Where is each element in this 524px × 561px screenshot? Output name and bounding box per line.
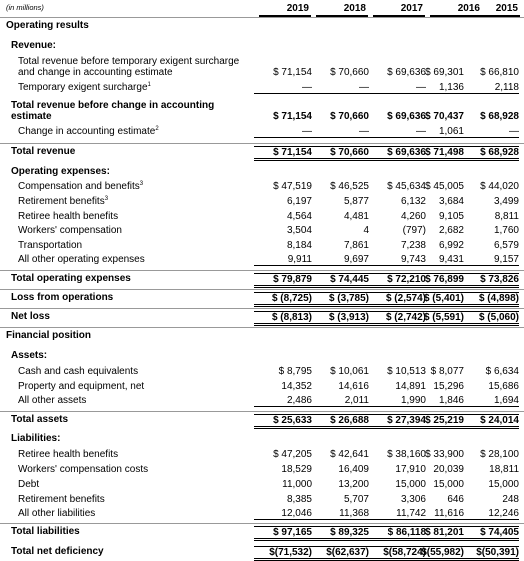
row-label-text: Property and equipment, net	[18, 381, 145, 392]
section-heading: Operating expenses:	[11, 166, 110, 177]
row-label	[18, 181, 143, 192]
row-label	[11, 546, 104, 557]
table-cell: 20,039	[433, 464, 464, 475]
table-cell: $ 69,301	[425, 67, 464, 78]
table-cell: $ (5,401)	[412, 292, 464, 307]
row-label-text: All other assets	[18, 395, 87, 406]
table-cell: 15,686	[488, 381, 519, 392]
table-cell: 18,811	[489, 464, 519, 475]
row-label	[11, 311, 50, 322]
table-cell: $ 71,498	[412, 146, 464, 161]
table-cell: 6,197	[286, 196, 312, 207]
table-cell: $ 97,165	[254, 526, 312, 541]
row-label-text: Retiree health benefits	[18, 449, 119, 460]
table-cell: 2,486	[254, 395, 312, 407]
row-label	[18, 126, 159, 137]
row-label	[18, 381, 144, 392]
table-cell: 2,118	[461, 82, 519, 94]
table-cell: 6,992	[438, 240, 464, 251]
row-label	[18, 494, 105, 505]
table-cell: 13,200	[338, 479, 369, 490]
row-label-text: Compensation and benefits	[18, 181, 140, 192]
row-label	[18, 82, 151, 93]
row-label	[11, 414, 68, 425]
row-divider	[0, 327, 524, 328]
table-cell: 646	[447, 494, 464, 505]
table-cell: $ 86,118	[368, 526, 426, 541]
section-heading: Revenue:	[11, 40, 57, 51]
row-divider	[0, 143, 524, 144]
table-cell: 9,697	[311, 254, 369, 266]
row-label	[18, 56, 239, 67]
row-label-text: Total operating expenses	[11, 273, 131, 284]
table-cell: $(55,982)	[412, 546, 464, 561]
table-cell: —	[368, 126, 426, 138]
table-cell: $ 6,634	[485, 366, 519, 377]
row-label-text: Debt	[18, 479, 40, 490]
table-cell: $ 89,325	[311, 526, 369, 541]
table-cell: 3,306	[400, 494, 426, 505]
row-label	[18, 449, 118, 460]
row-label	[11, 100, 214, 111]
table-cell: $ (2,742)	[368, 311, 426, 326]
table-cell: $ 69,636	[368, 146, 426, 161]
row-divider	[0, 308, 524, 309]
table-cell: $ 25,219	[412, 414, 464, 429]
table-cell: $ (3,785)	[311, 292, 369, 307]
table-cell: $ 26,688	[311, 414, 369, 429]
row-label-text: Retirement benefits	[18, 494, 105, 505]
row-label-text: All other operating expenses	[18, 254, 145, 265]
table-cell: $ 70,660	[330, 111, 369, 122]
row-label	[18, 225, 122, 236]
table-cell: $ 71,154	[273, 67, 312, 78]
table-cell: $ 8,795	[278, 366, 312, 377]
table-cell: 9,431	[412, 254, 464, 266]
row-divider	[0, 270, 524, 271]
table-cell: 11,616	[412, 508, 464, 520]
table-cell: 12,046	[254, 508, 312, 520]
table-cell: 12,246	[461, 508, 519, 520]
table-cell: 11,742	[368, 508, 426, 520]
table-cell: 3,684	[438, 196, 464, 207]
table-cell: 15,000	[395, 479, 426, 490]
table-cell: $ 28,100	[480, 449, 519, 460]
table-cell: 9,743	[368, 254, 426, 266]
table-cell: $ (8,813)	[254, 311, 312, 326]
row-label-text: Temporary exigent surcharge	[18, 82, 148, 93]
row-label	[18, 464, 148, 475]
table-cell: $ 74,405	[461, 526, 519, 541]
table-cell: 11,368	[311, 508, 369, 520]
row-label	[18, 240, 82, 251]
table-cell: $(58,724)	[368, 546, 426, 561]
table-cell: 14,616	[338, 381, 369, 392]
table-cell: 15,000	[488, 479, 519, 490]
row-label	[18, 196, 108, 207]
units-note: (in millions)	[6, 3, 44, 12]
row-label	[18, 395, 86, 406]
table-cell: $ 70,660	[330, 67, 369, 78]
row-label-text: Total revenue before change in accounting	[11, 100, 215, 111]
table-cell: $(71,532)	[254, 546, 312, 561]
table-cell: 4,260	[400, 211, 426, 222]
table-cell: $ (5,060)	[461, 311, 519, 326]
row-divider	[0, 523, 524, 524]
table-cell: 1,694	[461, 395, 519, 407]
table-cell: 1,760	[493, 225, 519, 236]
table-cell: $ 81,201	[412, 526, 464, 541]
row-divider	[0, 17, 524, 18]
table-cell: $ (8,725)	[254, 292, 312, 307]
table-cell: $ (4,898)	[461, 292, 519, 307]
table-cell: 8,184	[286, 240, 312, 251]
table-cell: 248	[502, 494, 519, 505]
table-cell: $ 76,899	[412, 273, 464, 288]
table-cell: $ 45,634	[387, 181, 426, 192]
table-cell: 4,481	[343, 211, 369, 222]
row-label	[11, 146, 75, 157]
table-cell: $ 69,636	[387, 111, 426, 122]
table-cell: —	[368, 82, 426, 94]
table-cell: $ 8,077	[430, 366, 464, 377]
section-heading: Assets:	[11, 350, 48, 361]
table-cell: 5,877	[343, 196, 369, 207]
table-cell: $ 47,519	[273, 181, 312, 192]
row-label-text: All other liabilities	[18, 508, 96, 519]
row-label-text: Total net deficiency	[11, 546, 104, 557]
table-cell: $ (2,574)	[368, 292, 426, 307]
table-cell: 18,529	[281, 464, 312, 475]
row-label-text: estimate	[11, 111, 52, 122]
row-label	[18, 254, 145, 265]
table-cell: 14,352	[281, 381, 312, 392]
table-cell: $ 79,879	[254, 273, 312, 288]
table-cell: 8,385	[286, 494, 312, 505]
footnote-marker: 3	[104, 196, 109, 202]
row-label-text: Change in accounting estimate	[18, 126, 156, 137]
row-label-text: Total assets	[11, 414, 69, 425]
row-label-text: Total revenue	[11, 146, 76, 157]
table-cell: $ 71,154	[273, 111, 312, 122]
table-cell: $ 70,437	[425, 111, 464, 122]
row-label-text: Retiree health benefits	[18, 211, 119, 222]
table-cell: 3,499	[493, 196, 519, 207]
table-cell: 3,504	[286, 225, 312, 236]
table-cell: 1,990	[368, 395, 426, 407]
row-label	[11, 111, 52, 122]
table-cell: 15,000	[433, 479, 464, 490]
table-cell: $(62,637)	[311, 546, 369, 561]
table-cell: $ 44,020	[480, 181, 519, 192]
table-cell: $ 24,014	[461, 414, 519, 429]
row-label-text: Transportation	[18, 240, 83, 251]
table-cell: $ 68,928	[461, 146, 519, 161]
row-label-text: Total revenue before temporary exigent surcharge	[18, 56, 240, 67]
row-label	[18, 211, 118, 222]
row-label	[18, 479, 39, 490]
table-cell: $ 74,445	[311, 273, 369, 288]
table-cell: $ 10,061	[330, 366, 369, 377]
row-label	[11, 526, 80, 537]
row-label-text: Workers' compensation costs	[18, 464, 149, 475]
year-header-2015: 2015	[495, 3, 518, 14]
table-cell: 9,157	[461, 254, 519, 266]
table-cell: $ 69,636	[387, 67, 426, 78]
row-label-text: Retirement benefits	[18, 196, 105, 207]
table-cell: $(50,391)	[461, 546, 519, 561]
year-header-2016: 2016	[457, 3, 480, 14]
row-label	[11, 273, 131, 284]
row-divider	[0, 289, 524, 290]
table-cell: —	[311, 82, 369, 94]
row-label-text: Loss from operations	[11, 292, 114, 303]
row-label-text: Workers' compensation	[18, 225, 122, 236]
table-cell: 16,409	[338, 464, 369, 475]
table-cell: 4,564	[286, 211, 312, 222]
table-cell: $ 38,160	[387, 449, 426, 460]
table-cell: 1,846	[412, 395, 464, 407]
table-cell: $ 10,513	[387, 366, 426, 377]
table-cell: 5,707	[343, 494, 369, 505]
table-cell: $ 68,928	[480, 111, 519, 122]
table-cell: $ (3,913)	[311, 311, 369, 326]
footnote-marker: 3	[139, 181, 144, 187]
table-cell: $ 42,641	[330, 449, 369, 460]
table-cell: —	[254, 126, 312, 138]
table-cell: $ 45,005	[425, 181, 464, 192]
table-cell: 2,682	[438, 225, 464, 236]
row-divider	[0, 411, 524, 412]
row-label-text: Net loss	[11, 311, 50, 322]
table-cell: $ 25,633	[254, 414, 312, 429]
year-header-2018: 2018	[343, 3, 366, 14]
table-cell: 17,910	[395, 464, 426, 475]
row-label-text: Cash and cash equivalents	[18, 366, 139, 377]
table-cell: $ 71,154	[254, 146, 312, 161]
row-label	[18, 67, 173, 78]
year-header-2017: 2017	[400, 3, 423, 14]
footnote-marker: 1	[147, 82, 151, 88]
table-cell: 2,011	[311, 395, 369, 407]
table-cell: 1,136	[412, 82, 464, 94]
row-label	[18, 508, 95, 519]
table-cell: —	[461, 126, 519, 138]
table-cell: —	[254, 82, 312, 94]
table-cell: $ 73,826	[461, 273, 519, 288]
table-cell: $ 27,394	[368, 414, 426, 429]
table-cell: $ 47,205	[273, 449, 312, 460]
table-cell: $ 33,900	[425, 449, 464, 460]
table-cell: 8,811	[494, 211, 519, 222]
table-cell: 9,105	[438, 211, 464, 222]
table-cell: 11,000	[282, 479, 312, 490]
table-cell: 14,891	[395, 381, 426, 392]
table-cell: 4	[363, 225, 369, 236]
table-cell: $ 70,660	[311, 146, 369, 161]
row-label-text: Total liabilities	[11, 526, 80, 537]
table-cell: $ (5,591)	[412, 311, 464, 326]
table-cell: 6,579	[493, 240, 519, 251]
table-cell: 1,061	[412, 126, 464, 138]
footnote-marker: 2	[155, 126, 159, 132]
section-heading: Financial position	[6, 330, 92, 341]
table-cell: 7,861	[343, 240, 369, 251]
table-cell: $ 72,210	[368, 273, 426, 288]
section-heading: Operating results	[6, 20, 89, 31]
table-cell: $ 46,525	[330, 181, 369, 192]
section-heading: Liabilities:	[11, 433, 61, 444]
table-cell: 15,296	[433, 381, 464, 392]
table-cell: 7,238	[400, 240, 426, 251]
table-cell: —	[311, 126, 369, 138]
table-cell: 6,132	[400, 196, 426, 207]
table-cell: 9,911	[254, 254, 312, 266]
year-header-2019: 2019	[286, 3, 309, 14]
row-label	[11, 292, 113, 303]
row-label	[18, 366, 138, 377]
row-label-text: and change in accounting estimate	[18, 67, 173, 78]
table-cell: (797)	[402, 225, 426, 236]
table-cell: $ 66,810	[480, 67, 519, 78]
